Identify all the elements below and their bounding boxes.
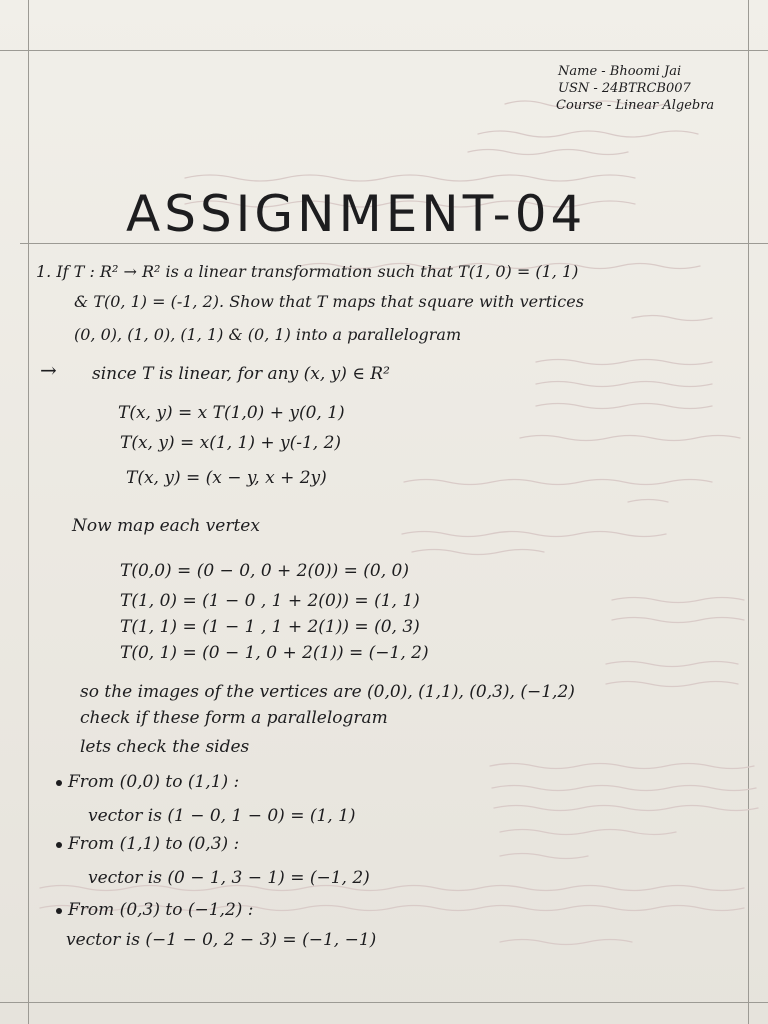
sides-statement: lets check the sides: [80, 737, 250, 757]
images-statement: so the images of the vertices are (0,0), (1,1), (0,3), (−1,2): [80, 682, 575, 702]
side-2-from: From (1,1) to (0,3) :: [68, 834, 240, 854]
side-1-from: From (0,0) to (1,1) :: [68, 772, 240, 792]
answer-arrow: →: [40, 358, 57, 382]
side-1-vector: vector is (1 − 0, 1 − 0) = (1, 1): [88, 806, 356, 826]
equation-2: T(x, y) = x(1, 1) + y(-1, 2): [120, 433, 342, 453]
side-3-heading: [56, 900, 254, 920]
side-2-vector: vector is (0 − 1, 3 − 1) = (−1, 2): [88, 868, 370, 888]
equation-1: T(x, y) = x T(1,0) + y(0, 1): [118, 403, 345, 423]
check-statement: check if these form a parallelogram: [80, 708, 388, 728]
equation-3: T(x, y) = (x − y, x + 2y): [126, 468, 327, 488]
vertex-map-4: T(0, 1) = (0 − 1, 0 + 2(1)) = (−1, 2): [120, 643, 429, 663]
vertex-map-1: T(0,0) = (0 − 0, 0 + 2(0)) = (0, 0): [120, 561, 409, 581]
map-heading: Now map each vertex: [72, 516, 260, 536]
bullet-icon: [56, 908, 62, 914]
question-line-1: 1. If T : R² → R² is a linear transformation such that T(1, 0) = (1, 1): [36, 262, 579, 281]
question-line-3: (0, 0), (1, 0), (1, 1) & (0, 1) into a parallelogram: [74, 325, 462, 344]
solution-intro: since T is linear, for any (x, y) ∈ R²: [92, 364, 390, 384]
course-name: Course - Linear Algebra: [556, 98, 715, 113]
student-name: Name - Bhoomi Jai: [558, 64, 682, 79]
assignment-title: ASSIGNMENT-04: [126, 185, 587, 243]
side-1-heading: [56, 772, 239, 792]
bullet-icon: [56, 842, 62, 848]
vertex-map-3: T(1, 1) = (1 − 1 , 1 + 2(1)) = (0, 3): [120, 617, 420, 637]
vertex-map-2: T(1, 0) = (1 − 0 , 1 + 2(0)) = (1, 1): [120, 591, 420, 611]
side-3-vector: vector is (−1 − 0, 2 − 3) = (−1, −1): [66, 930, 377, 950]
side-2-heading: [56, 834, 239, 854]
question-line-2: & T(0, 1) = (-1, 2). Show that T maps that square with vertices: [74, 292, 584, 311]
bullet-icon: [56, 780, 62, 786]
student-usn: USN - 24BTRCB007: [558, 81, 691, 96]
side-3-from: From (0,3) to (−1,2) :: [68, 900, 254, 920]
